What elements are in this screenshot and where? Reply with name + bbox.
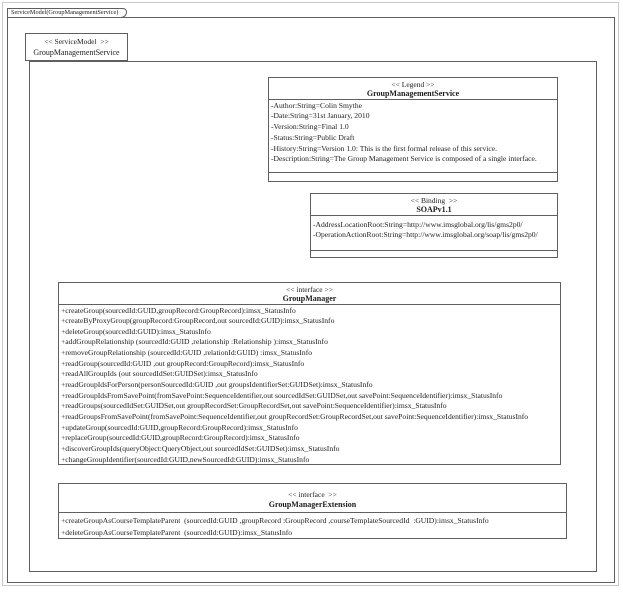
method-line: +readGroup(sourcedId:GUID ,out groupRecord:GroupRecord):imsx_StatusInfo: [61, 358, 305, 368]
method-line: +readAllGroupIds (out sourcedIdSet:GUIDSet):imsx_StatusInfo: [61, 369, 258, 379]
method-line: +readGroupsFromSavePoint(fromSavePoint:SequenceIdentifier,out groupRecordSet:GroupRecordSet,out savePoint:SequenceIdentifier):imsx_StatusInfo: [61, 412, 529, 422]
method-line: +createGroupAsCourseTemplateParent (sourcedId:GUID ,groupRecord :GroupRecord ,courseTemplateSourcedId :GUID):imsx_StatusInfo: [61, 516, 489, 525]
service-model-name: GroupManagementService: [33, 48, 120, 57]
group-manager-extension-name: GroupManagerExtension: [268, 499, 357, 509]
group-manager-name: GroupManager: [282, 294, 337, 303]
group-manager-header: [59, 283, 560, 305]
group-manager-stereotype: << interface >>: [286, 284, 333, 294]
group-manager-extension-header: [59, 484, 566, 513]
legend-name: GroupManagementService: [366, 89, 460, 98]
attribute-line: -Date:String=31st January, 2010: [271, 111, 370, 121]
method-line: +readGroupIdsForPerson(personSourcedId:GUID ,out groupsIdentifierSet:GUIDSet):imsx_StatusInfo: [61, 380, 373, 390]
service-model-stereotype-box: [25, 33, 128, 61]
method-line: +deleteGroupAsCourseTemplateParent (sourcedId:GUID):imsx_StatusInfo: [61, 527, 293, 537]
group-manager-methods-compartment: [59, 305, 560, 465]
attribute-line: -Version:String=Final 1.0: [271, 122, 349, 132]
attribute-line: -History:String=Version 1.0: This is the first formal release of this service.: [271, 143, 498, 153]
binding-header: [311, 194, 557, 216]
binding-name: SOAPv1.1: [416, 205, 452, 214]
service-model-stereotype: << ServiceModel >>: [44, 37, 109, 46]
group-manager-extension-interface-box: [58, 483, 567, 539]
method-line: +readGroupIdsFromSavePoint(fromSavePoint:SequenceIdentifier,out sourcedIdSet:GUIDSet,out savePoint:SequenceIdentifier):imsx_StatusInfo: [61, 390, 503, 400]
attribute-line: -Author:String=Colin Smythe: [271, 100, 362, 110]
attribute-line: -Status:String=Public Draft: [271, 132, 355, 142]
binding-empty-compartment: [311, 251, 557, 258]
legend-stereotype: << Legend >>: [391, 79, 435, 89]
attribute-line: -AddressLocationRoot:String=http://www.imsglobal.org/lis/gms2p0/: [313, 219, 523, 229]
legend-header: [269, 78, 557, 100]
group-manager-extension-stereotype: << interface >>: [288, 490, 337, 499]
binding-stereotype: << Binding >>: [410, 195, 458, 205]
group-manager-extension-methods-compartment: [59, 513, 566, 538]
legend-attributes-compartment: [269, 100, 557, 173]
method-line: +createByProxyGroup(groupRecord:GroupRecord,out sourcedId:GUID):imsx_StatusInfo: [61, 316, 335, 326]
method-line: +createGroup(sourcedId:GUID,groupRecord:GroupRecord):imsx_StatusInfo: [61, 305, 296, 315]
method-line: +replaceGroup(sourcedId:GUID,groupRecord:GroupRecord):imsx_StatusInfo: [61, 433, 300, 443]
method-line: +readGroups(sourcedIdSet:GUIDSet,out groupRecordSet:GroupRecordSet,out savePoint:SequenceIdentifier):imsx_StatusInfo: [61, 401, 447, 411]
frame-tab-label: ServiceModel(GroupManagementService): [7, 8, 127, 18]
method-line: +discoverGroupIds(queryObject:QueryObject,out sourcedIdSet:GUIDSet):imsx_StatusInfo: [61, 444, 340, 454]
binding-attributes-compartment: [311, 216, 557, 251]
method-line: +updateGroup(sourcedId:GUID,groupRecord:GroupRecord):imsx_StatusInfo: [61, 422, 298, 432]
method-line: +deleteGroup(sourcedId:GUID):imsx_StatusInfo: [61, 326, 211, 336]
legend-class-box: [268, 77, 558, 182]
method-line: +addGroupRelationship (sourcedId:GUID ,relationship :Relationship ):imsx_StatusInfo: [61, 337, 328, 347]
attribute-line: -Description:String=The Group Management Service is composed of a single interface.: [271, 154, 537, 164]
group-manager-interface-box: [58, 282, 561, 465]
attribute-line: -OperationActionRoot:String=http://www.imsglobal.org/soap/lis/gms2p0/: [313, 229, 538, 239]
method-line: +removeGroupRelationship (sourcedId:GUID ,relationId:GUID) :imsx_StatusInfo: [61, 348, 313, 358]
method-line: +changeGroupIdentifier(sourcedId:GUID,newSourcedId:GUID):imsx_StatusInfo: [61, 454, 310, 464]
legend-empty-compartment: [269, 173, 557, 182]
binding-class-box: [310, 193, 558, 258]
